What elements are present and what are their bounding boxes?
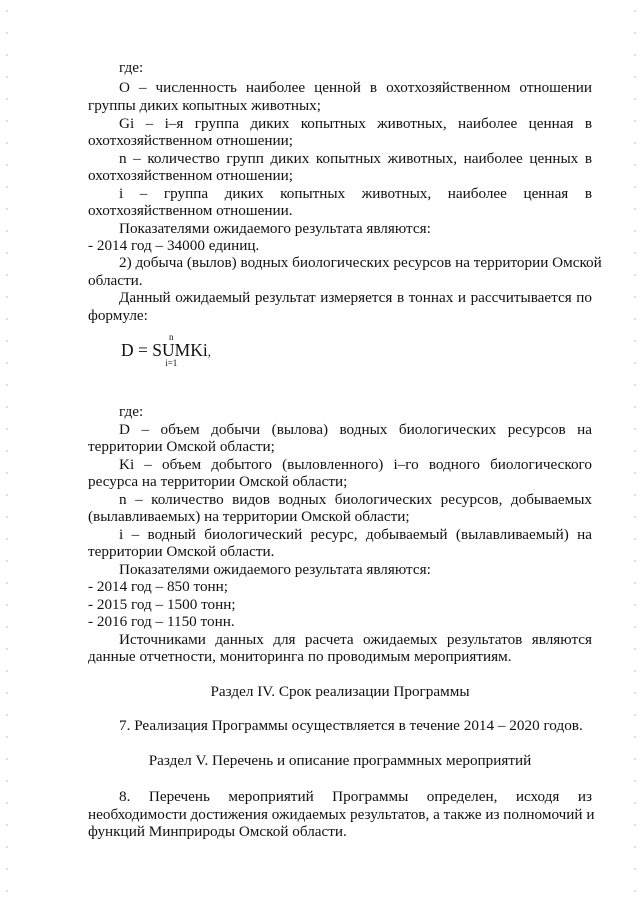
indicators-intro-2: Показателями ожидаемого результата являются: <box>119 561 431 578</box>
where-label-1: где: <box>119 59 144 76</box>
def-d-line-1: D – объем добычи (вылова) водных биологических ресурсов на <box>119 421 592 438</box>
def-i2-line-1: i – водный биологический ресурс, добываемый (вылавливаемый) на <box>119 526 592 543</box>
def-ki-line-2: ресурса на территории Омской области; <box>88 473 348 490</box>
def-gi-line-2: охотхозяйственном отношении; <box>88 132 293 149</box>
indicator-2015-tonnes: - 2015 год – 1500 тонн; <box>88 596 236 613</box>
sources-line-2: данные отчетности, мониторинга по проводимым мероприятиям. <box>88 648 512 665</box>
formula-d-sum-ki <box>121 332 211 368</box>
measure-line-2: формуле: <box>88 307 148 324</box>
formula-sum <box>152 332 191 368</box>
def-n2-line-2: (вылавливаемых) на территории Омской области; <box>88 508 410 525</box>
def-i2-line-2: территории Омской области. <box>88 543 275 560</box>
measure-line-1: Данный ожидаемый результат измеряется в тоннах и рассчитывается по <box>119 289 592 306</box>
def-ki-line-1: Ki – объем добытого (выловленного) i–го водного биологического <box>119 456 592 473</box>
scan-edge-right <box>634 0 636 905</box>
indicator-2014-units: - 2014 год – 34000 единиц. <box>88 237 260 254</box>
section-4-heading: Раздел IV. Срок реализации Программы <box>210 683 470 700</box>
indicator-2014-tonnes: - 2014 год – 850 тонн; <box>88 578 229 595</box>
section-5-heading: Раздел V. Перечень и описание программных мероприятий <box>148 752 532 769</box>
def-i-line-1: i – группа диких копытных животных, наиболее ценная в <box>119 185 592 202</box>
item-8-line-1: 8. Перечень мероприятий Программы определен, исходя из <box>119 788 592 805</box>
item-8-line-2: необходимости достижения ожидаемых результатов, а также из полномочий и <box>88 806 595 823</box>
scan-edge-left <box>6 0 8 905</box>
item-8-line-3: функций Минприроды Омской области. <box>88 823 347 840</box>
where-label-2: где: <box>119 403 144 420</box>
formula-tail: , <box>207 344 211 359</box>
sources-line-1: Источниками данных для расчета ожидаемых результатов являются <box>119 631 592 648</box>
def-o-line-1: O – численность наиболее ценной в охотхозяйственном отношении <box>119 79 592 96</box>
def-o-line-2: группы диких копытных животных; <box>88 97 321 114</box>
def-n-line-2: охотхозяйственном отношении; <box>88 167 293 184</box>
def-i-line-2: охотхозяйственном отношении. <box>88 202 293 219</box>
formula-term: Ki <box>190 340 208 360</box>
def-gi-line-1: Gi – i–я группа диких копытных животных, наиболее ценная в <box>119 115 592 132</box>
indicators-intro-1: Показателями ожидаемого результата являются: <box>119 220 431 237</box>
def-n2-line-1: n – количество видов водных биологических ресурсов, добываемых <box>119 491 592 508</box>
item-7: 7. Реализация Программы осуществляется в течение 2014 – 2020 годов. <box>119 717 583 734</box>
formula-sum-symbol: SUM <box>152 340 191 360</box>
formula-sum-lower: i=1 <box>165 358 178 368</box>
def-d-line-2: территории Омской области; <box>88 438 275 455</box>
item-2-line-2: области. <box>88 272 143 289</box>
item-2-line-1: 2) добыча (вылов) водных биологических ресурсов на территории Омской <box>119 254 602 271</box>
formula-sum-upper: n <box>168 332 174 342</box>
formula-lhs: D = <box>121 340 148 360</box>
indicator-2016-tonnes: - 2016 год – 1150 тонн. <box>88 613 235 630</box>
def-n-line-1: n – количество групп диких копытных животных, наиболее ценных в <box>119 150 592 167</box>
